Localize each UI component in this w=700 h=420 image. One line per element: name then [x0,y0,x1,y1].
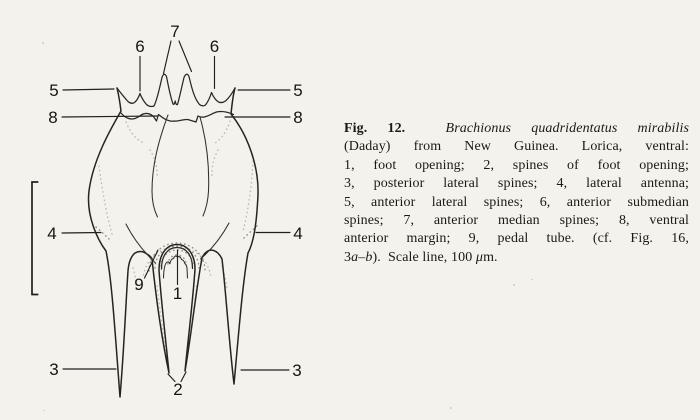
scan-speck [531,279,533,280]
figure-label-4r: 4 [293,224,303,243]
caption-segment: spines; 7, anterior median spines; 8, ventral [344,213,689,229]
figure-label-5l: 5 [49,81,59,100]
caption-segment: a [351,249,359,265]
caption-line-7 [344,230,689,248]
figure-label-5r: 5 [293,81,303,100]
caption-segment: Fig. 12. [344,121,406,136]
figure-labels [47,22,302,399]
caption-segment [405,121,445,136]
scan-speck [42,42,44,44]
leader-4-left [62,233,101,234]
caption-line-6 [344,212,689,230]
inner-fold-left [152,115,168,217]
figure-label-7: 7 [170,22,180,41]
leader-5-left [63,89,114,90]
caption-segment: anterior margin; 9, pedal tube. (cf. Fig. 16, [344,231,689,247]
caption-segment: μ [475,249,484,265]
anterior-margin-spines [117,74,235,106]
figure-label-3r: 3 [292,361,302,380]
caption-segment: 3 [344,249,352,265]
figure-label-6r: 6 [209,37,220,56]
scan-speck [450,407,452,409]
figure-label-3l: 3 [49,360,59,379]
caption-line-8 [344,249,689,267]
lorica-body-outline [88,88,258,397]
caption-line-2 [344,138,689,156]
inner-fold-right [200,117,209,216]
caption-line-4 [344,175,689,193]
caption-segment: ). Scale line, 100 [372,249,476,265]
scale-bar [32,182,38,295]
caption-segment: Brachionus quadridentatus mirabilis [445,121,689,136]
figure-label-8l: 8 [48,108,58,127]
scan-speck [43,410,45,411]
caption-segment: m. [483,249,498,265]
caption-segment: – [358,249,366,265]
stipple-shading [96,121,257,356]
figure-label-4l: 4 [47,224,57,243]
figure-label-2: 2 [173,380,183,399]
caption-segment: 3, posterior lateral spines; 4, lateral antenna; [344,176,689,192]
caption-segment: (Daday) from New Guinea. Lorica, ventral: [344,139,689,155]
foot-opening-crown [164,256,188,278]
leader-7-right [179,41,192,72]
caption-line-5 [344,194,689,212]
scan-speck [513,284,515,286]
leader-lines [62,41,290,382]
figure-label-8r: 8 [293,108,303,127]
figure-label-6l: 6 [135,37,145,56]
caption-segment: 1, foot opening; 2, spines of foot opening; [344,157,689,173]
figure-label-9: 9 [134,275,144,294]
caption-segment: b [365,249,373,265]
leader-8-left [62,116,158,117]
figure-label-1: 1 [172,284,183,303]
caption-segment: 5, anterior lateral spines; 6, anterior submedian [344,194,689,210]
lorica-drawing [0,0,340,420]
figure-caption [344,120,689,267]
caption-line-3 [344,157,689,175]
caption-line-1 [344,120,689,138]
leader-7-left [164,41,172,74]
